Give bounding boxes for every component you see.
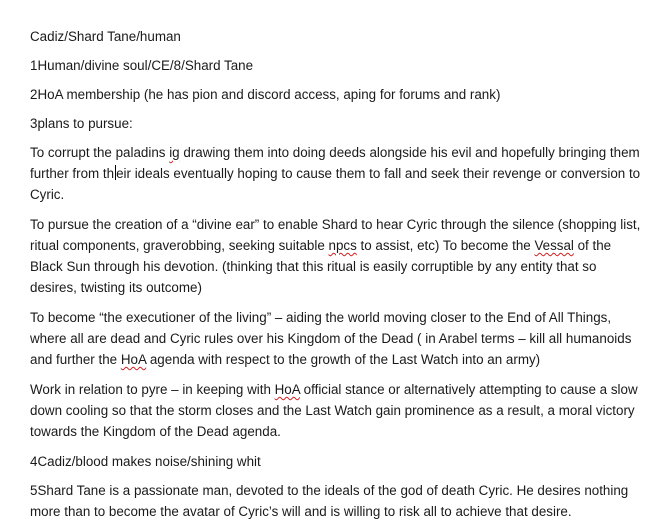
text-run: Work in relation to pyre – in keeping with bbox=[30, 382, 275, 397]
text-run: of the Black Sun through his devotion. (thinking that this ritual is easily corruptible by any entity that so desires, twisting its outcome) bbox=[30, 238, 612, 295]
text-run: To pursue the creation of a “divine ear” to enable Shard to hear Cyric through the silence (shopping list, ritual components, graverobbing, seeking suitable bbox=[30, 217, 641, 253]
spelling-error-word[interactable]: HoA bbox=[274, 382, 300, 397]
doc-paragraph-corrupt-paladins bbox=[30, 142, 645, 205]
text-run: agenda with respect to the growth of the Last Watch into an army) bbox=[146, 352, 541, 367]
spelling-error-word[interactable]: HoA bbox=[120, 352, 147, 367]
doc-line-3: 3plans to pursue: bbox=[30, 116, 133, 131]
doc-line-2: 2HoA membership (he has pion and discord access, aping for forums and rank) bbox=[30, 87, 501, 102]
doc-paragraph-divine-ear bbox=[30, 214, 645, 298]
spelling-error-word[interactable]: npcs bbox=[328, 238, 357, 253]
doc-line-4: 4Cadiz/blood makes noise/shining whit bbox=[30, 454, 261, 469]
doc-line-title: Cadiz/Shard Tane/human bbox=[30, 29, 181, 44]
spelling-error-word[interactable]: ig bbox=[169, 145, 180, 160]
doc-paragraph-summary: 5Shard Tane is a passionate man, devoted to the ideals of the god of death Cyric. He desires nothing more than to become the avatar of Cyric’s will and is willing to risk all to achieve that desire. bbox=[30, 483, 629, 519]
text-run: drawing them into doing deeds alongside his evil and hopefully bringing them further from th bbox=[30, 145, 640, 181]
doc-paragraph-pyre bbox=[30, 379, 645, 442]
doc-paragraph-executioner bbox=[30, 307, 645, 370]
text-run: To become “the executioner of the living” – aiding the world moving closer to the End of All Things, where all are dead and Cyric rules over his Kingdom of the Dead ( in Arabel terms – kill all humanoids and further the bbox=[30, 310, 632, 367]
doc-line-1: 1Human/divine soul/CE/8/Shard Tane bbox=[30, 58, 254, 73]
text-run: To corrupt the paladins bbox=[30, 145, 170, 160]
text-run: to assist, etc) To become the bbox=[356, 238, 535, 253]
text-run: official stance or alternatively attempting to cause a slow down cooling so that the storm closes and the Last Watch gain prominence as a result, a moral victory towards the Kingdom of the Dead agenda. bbox=[30, 382, 638, 439]
text-run: eir ideals eventually hoping to cause them to fall and seek their revenge or conversion to Cyric. bbox=[30, 166, 641, 202]
document-body[interactable] bbox=[30, 26, 645, 531]
spelling-error-word[interactable]: Vessal bbox=[534, 238, 574, 253]
